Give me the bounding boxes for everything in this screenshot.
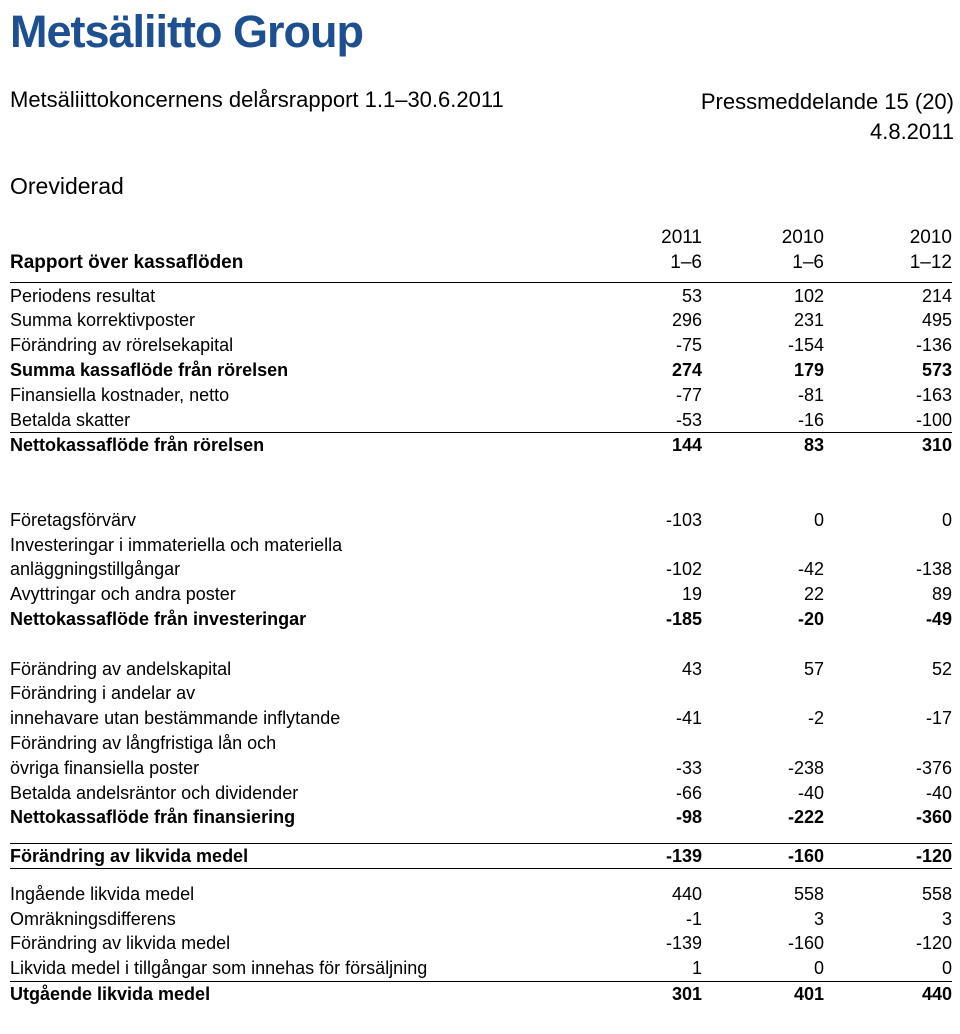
cell: 214 (921, 285, 952, 306)
press-release-label: Pressmeddelande 15 (20) (700, 89, 954, 114)
cell: -53 (675, 409, 702, 430)
cell: 0 (941, 509, 952, 530)
row-label: Betalda skatter (10, 409, 131, 430)
divider (10, 282, 952, 283)
audit-status: Oreviderad (10, 173, 124, 199)
cell: -75 (675, 335, 702, 356)
cell: -77 (675, 384, 702, 405)
row-label: Företagsförvärv (10, 509, 137, 530)
row-label: Investeringar i immateriella och materiella (10, 534, 343, 555)
cell: -136 (915, 335, 952, 356)
table-title: Rapport över kassaflöden (10, 251, 244, 273)
cell: -238 (787, 757, 824, 778)
cell: -160 (787, 933, 824, 954)
cell: 53 (681, 285, 702, 306)
table-row (10, 731, 952, 756)
cell: -120 (915, 845, 952, 866)
cell: 274 (671, 359, 702, 380)
table-row (10, 508, 952, 533)
table-row (10, 308, 952, 333)
row-label: Summa kassaflöde från rörelsen (10, 359, 289, 380)
cell: 1 (691, 958, 702, 979)
row-label: Summa korrektivposter (10, 310, 196, 331)
table-row-total (10, 844, 952, 869)
cell: 52 (931, 658, 952, 679)
cash-flow-table (10, 226, 952, 1007)
row-label: anläggningstillgångar (10, 559, 181, 580)
cell: 301 (671, 983, 702, 1004)
table-row (10, 533, 952, 558)
cell: -1 (685, 908, 702, 929)
table-row (10, 284, 952, 309)
cell: -20 (797, 608, 824, 629)
cell: -41 (675, 708, 702, 729)
cell: -163 (915, 384, 952, 405)
cell: -185 (665, 608, 702, 629)
cell: 19 (681, 584, 702, 605)
cell: 0 (813, 509, 824, 530)
row-label: Utgående likvida medel (10, 983, 211, 1004)
table-header-periods (10, 251, 952, 276)
cell: -139 (665, 933, 702, 954)
col-period: 1–12 (909, 251, 952, 273)
cell: 3 (813, 908, 824, 929)
table-row-subtotal (10, 358, 952, 383)
table-row-total (10, 433, 952, 458)
cell: -120 (915, 933, 952, 954)
cell: 495 (921, 310, 952, 331)
cell: -160 (787, 845, 824, 866)
cell: 310 (921, 435, 952, 456)
table-row-total (10, 805, 952, 830)
row-label: Periodens resultat (10, 285, 156, 306)
cell: -40 (797, 782, 824, 803)
cell: 401 (793, 983, 824, 1004)
table-row (10, 931, 952, 956)
table-row (10, 681, 952, 706)
cell: -2 (807, 708, 824, 729)
cell: -33 (675, 757, 702, 778)
cell: -103 (665, 509, 702, 530)
cell: -139 (665, 845, 702, 866)
table-row (10, 657, 952, 682)
row-label: övriga finansiella poster (10, 757, 200, 778)
table-row (10, 383, 952, 408)
cell: -49 (925, 608, 952, 629)
report-title: Metsäliittokoncernens delårsrapport 1.1–30.6.2011 (10, 87, 504, 112)
cell: -81 (797, 384, 824, 405)
cell: 179 (793, 359, 824, 380)
cell: 440 (671, 883, 702, 904)
cell: 558 (793, 883, 824, 904)
cell: -376 (915, 757, 952, 778)
row-label: Finansiella kostnader, netto (10, 384, 230, 405)
table-row (10, 582, 952, 607)
cell: 22 (803, 584, 824, 605)
row-label: Förändring av rörelsekapital (10, 335, 234, 356)
row-label: Förändring av likvida medel (10, 845, 249, 866)
cell: -98 (675, 807, 702, 828)
row-label: Betalda andelsräntor och dividender (10, 782, 299, 803)
cell: -154 (787, 335, 824, 356)
cell: 573 (921, 359, 952, 380)
cell: 144 (671, 435, 702, 456)
cell: -138 (915, 559, 952, 580)
cell: -360 (915, 807, 952, 828)
table-row-total (10, 607, 952, 632)
cell: 296 (671, 310, 702, 331)
cell: -222 (787, 807, 824, 828)
row-label: innehavare utan bestämmande inflytande (10, 708, 341, 729)
row-label: Ingående likvida medel (10, 883, 195, 904)
press-release-info (701, 87, 954, 147)
row-label: Nettokassaflöde från rörelsen (10, 435, 265, 456)
cell: -42 (797, 559, 824, 580)
col-period: 1–6 (670, 251, 702, 273)
cell: 558 (921, 883, 952, 904)
cell: -40 (925, 782, 952, 803)
row-label: Nettokassaflöde från finansiering (10, 807, 296, 828)
row-label: Omräkningsdifferens (10, 908, 176, 929)
press-release-date: 4.8.2011 (869, 119, 954, 144)
table-row (10, 781, 952, 806)
cell: -100 (915, 409, 952, 430)
table-row (10, 706, 952, 731)
table-row (10, 557, 952, 582)
table-row (10, 882, 952, 907)
cell: 83 (803, 435, 824, 456)
cell: 0 (941, 958, 952, 979)
cell: 440 (921, 983, 952, 1004)
row-label: Likvida medel i tillgångar som innehas för försäljning (10, 958, 428, 979)
company-logo: Metsäliitto Group (10, 6, 363, 57)
table-row (10, 956, 952, 981)
cell: -17 (925, 708, 952, 729)
table-row (10, 408, 952, 433)
col-year: 2011 (661, 227, 702, 248)
col-year: 2010 (909, 227, 952, 248)
table-header-years (10, 226, 952, 251)
table-row (10, 756, 952, 781)
row-label: Förändring av långfristiga lån och (10, 732, 277, 753)
row-label: Avyttringar och andra poster (10, 584, 236, 605)
table-row-total (10, 982, 952, 1007)
cell: 3 (941, 908, 952, 929)
col-year: 2010 (781, 227, 824, 248)
row-label: Förändring av andelskapital (10, 658, 232, 679)
row-label: Förändring av likvida medel (10, 933, 231, 954)
cell: -66 (675, 782, 702, 803)
cell: -102 (665, 559, 702, 580)
cell: 102 (793, 285, 824, 306)
col-period: 1–6 (792, 251, 824, 273)
cell: 57 (803, 658, 824, 679)
row-label: Förändring i andelar av (10, 683, 196, 704)
cell: 43 (681, 658, 702, 679)
cell: 89 (931, 584, 952, 605)
table-row (10, 333, 952, 358)
row-label: Nettokassaflöde från investeringar (10, 608, 307, 629)
cell: 0 (813, 958, 824, 979)
table-row (10, 907, 952, 932)
cell: -16 (797, 409, 824, 430)
cell: 231 (793, 310, 824, 331)
